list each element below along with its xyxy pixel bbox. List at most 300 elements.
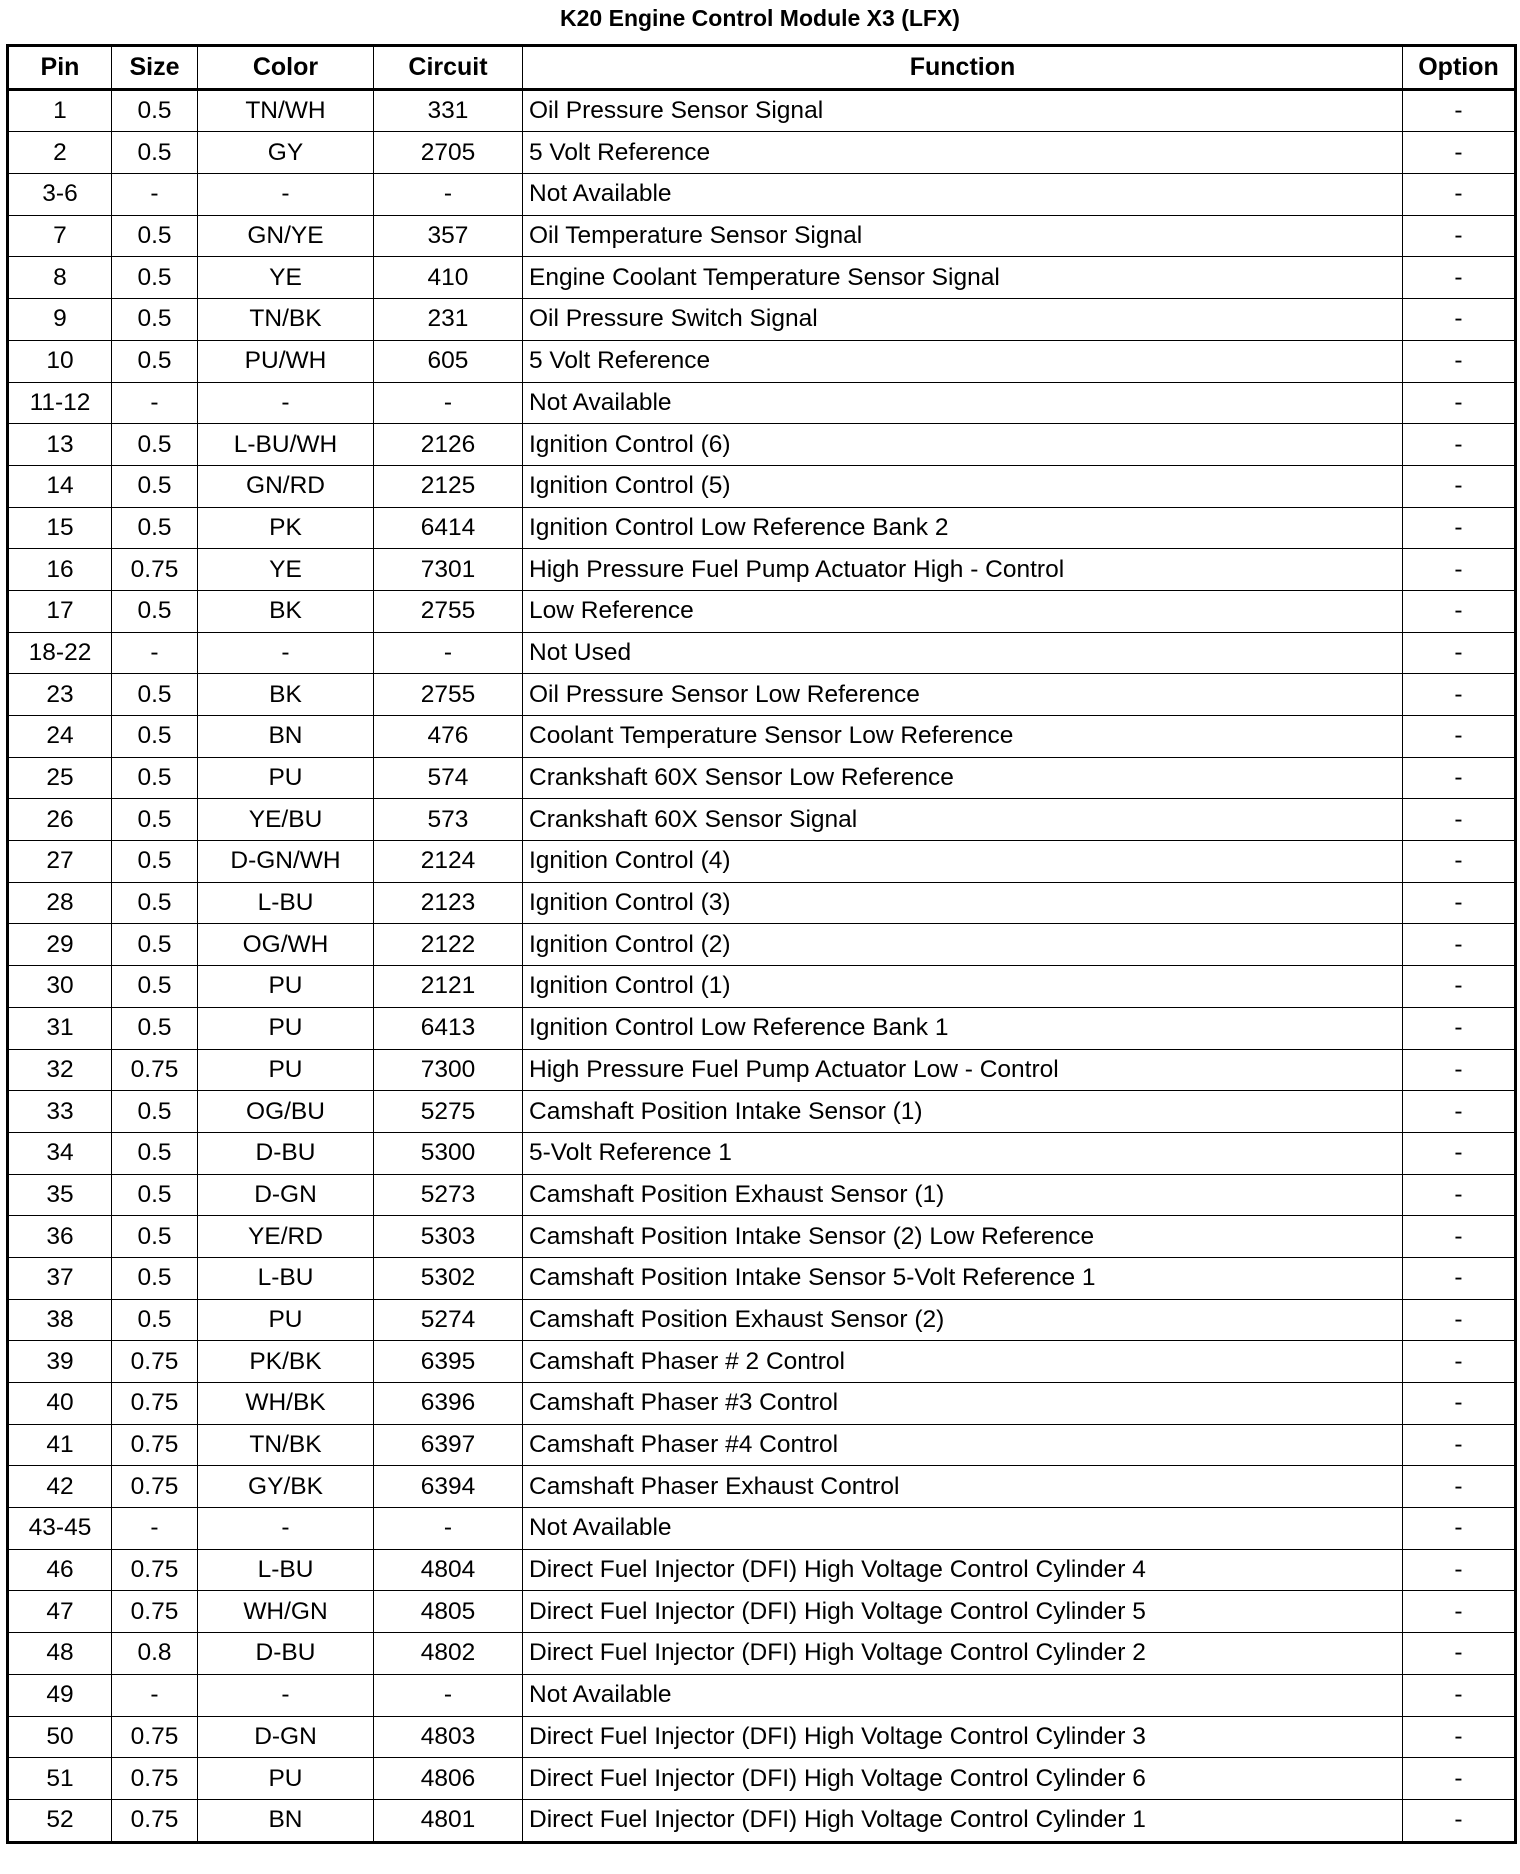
size-cell: 0.5 xyxy=(112,1091,198,1133)
circuit-cell: 5300 xyxy=(374,1132,523,1174)
pin-cell: 7 xyxy=(8,215,112,257)
option-cell: - xyxy=(1403,924,1516,966)
size-cell: 0.5 xyxy=(112,799,198,841)
circuit-cell: 6397 xyxy=(374,1424,523,1466)
option-cell: - xyxy=(1403,757,1516,799)
option-cell: - xyxy=(1403,841,1516,883)
function-cell: Direct Fuel Injector (DFI) High Voltage Control Cylinder 3 xyxy=(523,1716,1403,1758)
table-row xyxy=(8,716,1516,758)
option-cell: - xyxy=(1403,966,1516,1008)
function-cell: Ignition Control (2) xyxy=(523,924,1403,966)
circuit-cell: 2755 xyxy=(374,674,523,716)
function-cell: Not Available xyxy=(523,382,1403,424)
color-cell: WH/BK xyxy=(198,1383,374,1425)
column-header-pin: Pin xyxy=(8,46,112,90)
option-cell: - xyxy=(1403,382,1516,424)
color-cell: PK xyxy=(198,507,374,549)
pin-cell: 51 xyxy=(8,1758,112,1800)
size-cell: 0.5 xyxy=(112,1174,198,1216)
circuit-cell: 6394 xyxy=(374,1466,523,1508)
function-cell: Ignition Control (3) xyxy=(523,882,1403,924)
pin-cell: 2 xyxy=(8,132,112,174)
color-cell: TN/BK xyxy=(198,1424,374,1466)
circuit-cell: - xyxy=(374,1674,523,1716)
function-cell: Oil Pressure Switch Signal xyxy=(523,299,1403,341)
circuit-cell: 2123 xyxy=(374,882,523,924)
pin-cell: 25 xyxy=(8,757,112,799)
size-cell: 0.5 xyxy=(112,1007,198,1049)
pin-cell: 49 xyxy=(8,1674,112,1716)
option-cell: - xyxy=(1403,1799,1516,1842)
table-row xyxy=(8,465,1516,507)
pin-cell: 26 xyxy=(8,799,112,841)
pin-cell: 24 xyxy=(8,716,112,758)
size-cell: 0.5 xyxy=(112,257,198,299)
option-cell: - xyxy=(1403,1591,1516,1633)
pin-cell: 3-6 xyxy=(8,174,112,216)
option-cell: - xyxy=(1403,89,1516,132)
color-cell: GN/RD xyxy=(198,465,374,507)
table-row xyxy=(8,1549,1516,1591)
size-cell: 0.75 xyxy=(112,1424,198,1466)
circuit-cell: 410 xyxy=(374,257,523,299)
option-cell: - xyxy=(1403,1091,1516,1133)
pin-cell: 17 xyxy=(8,590,112,632)
function-cell: Oil Pressure Sensor Low Reference xyxy=(523,674,1403,716)
size-cell: 0.75 xyxy=(112,1383,198,1425)
column-header-color: Color xyxy=(198,46,374,90)
size-cell: 0.5 xyxy=(112,966,198,1008)
table-row xyxy=(8,1799,1516,1842)
color-cell: PU xyxy=(198,1299,374,1341)
size-cell: 0.75 xyxy=(112,1716,198,1758)
pin-cell: 43-45 xyxy=(8,1508,112,1550)
option-cell: - xyxy=(1403,1174,1516,1216)
function-cell: High Pressure Fuel Pump Actuator High - Control xyxy=(523,549,1403,591)
option-cell: - xyxy=(1403,1132,1516,1174)
function-cell: Ignition Control Low Reference Bank 1 xyxy=(523,1007,1403,1049)
size-cell: - xyxy=(112,174,198,216)
size-cell: 0.75 xyxy=(112,1758,198,1800)
function-cell: Camshaft Phaser #4 Control xyxy=(523,1424,1403,1466)
table-row xyxy=(8,1424,1516,1466)
table-row xyxy=(8,1716,1516,1758)
circuit-cell: 574 xyxy=(374,757,523,799)
option-cell: - xyxy=(1403,1716,1516,1758)
color-cell: GY/BK xyxy=(198,1466,374,1508)
circuit-cell: - xyxy=(374,382,523,424)
option-cell: - xyxy=(1403,507,1516,549)
function-cell: Ignition Control Low Reference Bank 2 xyxy=(523,507,1403,549)
table-row xyxy=(8,966,1516,1008)
size-cell: 0.5 xyxy=(112,1132,198,1174)
circuit-cell: 2125 xyxy=(374,465,523,507)
option-cell: - xyxy=(1403,1216,1516,1258)
function-cell: Direct Fuel Injector (DFI) High Voltage Control Cylinder 5 xyxy=(523,1591,1403,1633)
function-cell: Coolant Temperature Sensor Low Reference xyxy=(523,716,1403,758)
pin-cell: 39 xyxy=(8,1341,112,1383)
function-cell: Direct Fuel Injector (DFI) High Voltage Control Cylinder 2 xyxy=(523,1633,1403,1675)
size-cell: 0.5 xyxy=(112,716,198,758)
circuit-cell: 5275 xyxy=(374,1091,523,1133)
table-row xyxy=(8,257,1516,299)
table-row xyxy=(8,1466,1516,1508)
pinout-table-body xyxy=(8,89,1516,1842)
color-cell: PU xyxy=(198,757,374,799)
size-cell: 0.5 xyxy=(112,1216,198,1258)
function-cell: Camshaft Position Exhaust Sensor (2) xyxy=(523,1299,1403,1341)
circuit-cell: 476 xyxy=(374,716,523,758)
color-cell: PU xyxy=(198,1007,374,1049)
pin-cell: 15 xyxy=(8,507,112,549)
function-cell: Not Available xyxy=(523,1508,1403,1550)
table-row xyxy=(8,882,1516,924)
circuit-cell: 6413 xyxy=(374,1007,523,1049)
size-cell: 0.75 xyxy=(112,1549,198,1591)
pin-cell: 32 xyxy=(8,1049,112,1091)
color-cell: - xyxy=(198,174,374,216)
option-cell: - xyxy=(1403,465,1516,507)
table-row xyxy=(8,1299,1516,1341)
column-header-size: Size xyxy=(112,46,198,90)
color-cell: D-GN xyxy=(198,1716,374,1758)
option-cell: - xyxy=(1403,1257,1516,1299)
size-cell: 0.5 xyxy=(112,757,198,799)
pin-cell: 9 xyxy=(8,299,112,341)
pin-cell: 8 xyxy=(8,257,112,299)
circuit-cell: 5303 xyxy=(374,1216,523,1258)
table-row xyxy=(8,1174,1516,1216)
function-cell: Not Available xyxy=(523,1674,1403,1716)
color-cell: WH/GN xyxy=(198,1591,374,1633)
pin-cell: 33 xyxy=(8,1091,112,1133)
size-cell: 0.5 xyxy=(112,507,198,549)
function-cell: 5-Volt Reference 1 xyxy=(523,1132,1403,1174)
table-row xyxy=(8,1091,1516,1133)
table-row xyxy=(8,924,1516,966)
color-cell: D-GN xyxy=(198,1174,374,1216)
size-cell: 0.5 xyxy=(112,841,198,883)
color-cell: D-GN/WH xyxy=(198,841,374,883)
circuit-cell: 2122 xyxy=(374,924,523,966)
table-row xyxy=(8,424,1516,466)
pin-cell: 31 xyxy=(8,1007,112,1049)
size-cell: 0.5 xyxy=(112,674,198,716)
table-row xyxy=(8,215,1516,257)
pin-cell: 11-12 xyxy=(8,382,112,424)
function-cell: Oil Temperature Sensor Signal xyxy=(523,215,1403,257)
table-row xyxy=(8,1257,1516,1299)
pin-cell: 23 xyxy=(8,674,112,716)
size-cell: - xyxy=(112,1508,198,1550)
table-row xyxy=(8,1508,1516,1550)
color-cell: OG/WH xyxy=(198,924,374,966)
table-row xyxy=(8,340,1516,382)
circuit-cell: 4804 xyxy=(374,1549,523,1591)
table-row xyxy=(8,549,1516,591)
option-cell: - xyxy=(1403,1674,1516,1716)
size-cell: 0.75 xyxy=(112,1341,198,1383)
function-cell: Camshaft Position Intake Sensor 5-Volt Reference 1 xyxy=(523,1257,1403,1299)
function-cell: Camshaft Phaser #3 Control xyxy=(523,1383,1403,1425)
function-cell: Camshaft Position Intake Sensor (1) xyxy=(523,1091,1403,1133)
table-row xyxy=(8,507,1516,549)
color-cell: BK xyxy=(198,590,374,632)
pin-cell: 29 xyxy=(8,924,112,966)
function-cell: 5 Volt Reference xyxy=(523,340,1403,382)
function-cell: Direct Fuel Injector (DFI) High Voltage Control Cylinder 6 xyxy=(523,1758,1403,1800)
color-cell: - xyxy=(198,1674,374,1716)
pin-cell: 40 xyxy=(8,1383,112,1425)
pinout-table xyxy=(6,44,1517,1844)
table-row xyxy=(8,1674,1516,1716)
circuit-cell: 4802 xyxy=(374,1633,523,1675)
option-cell: - xyxy=(1403,1508,1516,1550)
option-cell: - xyxy=(1403,174,1516,216)
function-cell: High Pressure Fuel Pump Actuator Low - Control xyxy=(523,1049,1403,1091)
color-cell: YE/BU xyxy=(198,799,374,841)
circuit-cell: 573 xyxy=(374,799,523,841)
function-cell: Camshaft Phaser # 2 Control xyxy=(523,1341,1403,1383)
size-cell: 0.5 xyxy=(112,590,198,632)
color-cell: L-BU/WH xyxy=(198,424,374,466)
option-cell: - xyxy=(1403,1049,1516,1091)
size-cell: - xyxy=(112,1674,198,1716)
size-cell: 0.5 xyxy=(112,132,198,174)
circuit-cell: 2755 xyxy=(374,590,523,632)
function-cell: Direct Fuel Injector (DFI) High Voltage Control Cylinder 4 xyxy=(523,1549,1403,1591)
circuit-cell: 2705 xyxy=(374,132,523,174)
pin-cell: 35 xyxy=(8,1174,112,1216)
pin-cell: 30 xyxy=(8,966,112,1008)
pin-cell: 38 xyxy=(8,1299,112,1341)
color-cell: L-BU xyxy=(198,882,374,924)
circuit-cell: 605 xyxy=(374,340,523,382)
size-cell: 0.5 xyxy=(112,882,198,924)
color-cell: - xyxy=(198,632,374,674)
circuit-cell: - xyxy=(374,632,523,674)
option-cell: - xyxy=(1403,299,1516,341)
table-row xyxy=(8,799,1516,841)
circuit-cell: 4803 xyxy=(374,1716,523,1758)
table-row xyxy=(8,590,1516,632)
option-cell: - xyxy=(1403,424,1516,466)
size-cell: 0.5 xyxy=(112,89,198,132)
pin-cell: 10 xyxy=(8,340,112,382)
circuit-cell: 4801 xyxy=(374,1799,523,1842)
circuit-cell: - xyxy=(374,174,523,216)
size-cell: 0.75 xyxy=(112,1799,198,1842)
pin-cell: 41 xyxy=(8,1424,112,1466)
circuit-cell: 5273 xyxy=(374,1174,523,1216)
option-cell: - xyxy=(1403,132,1516,174)
function-cell: Not Available xyxy=(523,174,1403,216)
option-cell: - xyxy=(1403,1299,1516,1341)
size-cell: 0.8 xyxy=(112,1633,198,1675)
color-cell: PK/BK xyxy=(198,1341,374,1383)
color-cell: - xyxy=(198,382,374,424)
circuit-cell: 231 xyxy=(374,299,523,341)
color-cell: BN xyxy=(198,1799,374,1842)
function-cell: Ignition Control (4) xyxy=(523,841,1403,883)
color-cell: - xyxy=(198,1508,374,1550)
circuit-cell: 4805 xyxy=(374,1591,523,1633)
circuit-cell: 4806 xyxy=(374,1758,523,1800)
circuit-cell: 6396 xyxy=(374,1383,523,1425)
color-cell: BK xyxy=(198,674,374,716)
table-row xyxy=(8,1341,1516,1383)
pin-cell: 37 xyxy=(8,1257,112,1299)
color-cell: BN xyxy=(198,716,374,758)
size-cell: 0.75 xyxy=(112,1591,198,1633)
function-cell: Engine Coolant Temperature Sensor Signal xyxy=(523,257,1403,299)
function-cell: Not Used xyxy=(523,632,1403,674)
pin-cell: 16 xyxy=(8,549,112,591)
function-cell: Ignition Control (1) xyxy=(523,966,1403,1008)
pin-cell: 46 xyxy=(8,1549,112,1591)
color-cell: OG/BU xyxy=(198,1091,374,1133)
pin-cell: 36 xyxy=(8,1216,112,1258)
table-row xyxy=(8,1216,1516,1258)
pin-cell: 18-22 xyxy=(8,632,112,674)
pin-cell: 34 xyxy=(8,1132,112,1174)
pin-cell: 28 xyxy=(8,882,112,924)
table-row xyxy=(8,1633,1516,1675)
function-cell: Crankshaft 60X Sensor Signal xyxy=(523,799,1403,841)
circuit-cell: 6414 xyxy=(374,507,523,549)
color-cell: TN/WH xyxy=(198,89,374,132)
color-cell: YE xyxy=(198,257,374,299)
page-title: K20 Engine Control Module X3 (LFX) xyxy=(560,5,960,31)
pin-cell: 48 xyxy=(8,1633,112,1675)
function-cell: Camshaft Phaser Exhaust Control xyxy=(523,1466,1403,1508)
table-row xyxy=(8,1007,1516,1049)
column-header-option: Option xyxy=(1403,46,1516,90)
pin-cell: 27 xyxy=(8,841,112,883)
size-cell: 0.75 xyxy=(112,549,198,591)
function-cell: Camshaft Position Exhaust Sensor (1) xyxy=(523,1174,1403,1216)
table-row xyxy=(8,841,1516,883)
size-cell: 0.5 xyxy=(112,299,198,341)
pin-cell: 1 xyxy=(8,89,112,132)
pin-cell: 47 xyxy=(8,1591,112,1633)
option-cell: - xyxy=(1403,1424,1516,1466)
function-cell: Crankshaft 60X Sensor Low Reference xyxy=(523,757,1403,799)
function-cell: Camshaft Position Intake Sensor (2) Low Reference xyxy=(523,1216,1403,1258)
color-cell: D-BU xyxy=(198,1132,374,1174)
function-cell: Low Reference xyxy=(523,590,1403,632)
pin-cell: 52 xyxy=(8,1799,112,1842)
table-header-row xyxy=(8,46,1516,90)
color-cell: L-BU xyxy=(198,1549,374,1591)
size-cell: 0.5 xyxy=(112,924,198,966)
circuit-cell: 7301 xyxy=(374,549,523,591)
option-cell: - xyxy=(1403,1633,1516,1675)
option-cell: - xyxy=(1403,215,1516,257)
function-cell: Ignition Control (6) xyxy=(523,424,1403,466)
circuit-cell: 7300 xyxy=(374,1049,523,1091)
table-row xyxy=(8,1591,1516,1633)
option-cell: - xyxy=(1403,1758,1516,1800)
option-cell: - xyxy=(1403,1466,1516,1508)
table-row xyxy=(8,632,1516,674)
color-cell: YE xyxy=(198,549,374,591)
color-cell: PU/WH xyxy=(198,340,374,382)
table-row xyxy=(8,1049,1516,1091)
table-row xyxy=(8,1132,1516,1174)
function-cell: Direct Fuel Injector (DFI) High Voltage Control Cylinder 1 xyxy=(523,1799,1403,1842)
pin-cell: 14 xyxy=(8,465,112,507)
table-row xyxy=(8,1758,1516,1800)
size-cell: 0.75 xyxy=(112,1466,198,1508)
color-cell: PU xyxy=(198,1049,374,1091)
table-row xyxy=(8,382,1516,424)
circuit-cell: 331 xyxy=(374,89,523,132)
table-row xyxy=(8,89,1516,132)
option-cell: - xyxy=(1403,882,1516,924)
option-cell: - xyxy=(1403,799,1516,841)
column-header-circuit: Circuit xyxy=(374,46,523,90)
circuit-cell: 2126 xyxy=(374,424,523,466)
circuit-cell: 5302 xyxy=(374,1257,523,1299)
pin-cell: 13 xyxy=(8,424,112,466)
option-cell: - xyxy=(1403,590,1516,632)
option-cell: - xyxy=(1403,632,1516,674)
option-cell: - xyxy=(1403,340,1516,382)
color-cell: TN/BK xyxy=(198,299,374,341)
table-row xyxy=(8,299,1516,341)
pin-cell: 42 xyxy=(8,1466,112,1508)
color-cell: PU xyxy=(198,966,374,1008)
circuit-cell: 5274 xyxy=(374,1299,523,1341)
color-cell: GN/YE xyxy=(198,215,374,257)
size-cell: - xyxy=(112,632,198,674)
table-row xyxy=(8,1383,1516,1425)
option-cell: - xyxy=(1403,257,1516,299)
option-cell: - xyxy=(1403,674,1516,716)
table-row xyxy=(8,674,1516,716)
circuit-cell: 2121 xyxy=(374,966,523,1008)
size-cell: 0.5 xyxy=(112,424,198,466)
size-cell: 0.5 xyxy=(112,465,198,507)
option-cell: - xyxy=(1403,716,1516,758)
color-cell: PU xyxy=(198,1758,374,1800)
table-row xyxy=(8,174,1516,216)
circuit-cell: 6395 xyxy=(374,1341,523,1383)
size-cell: 0.5 xyxy=(112,215,198,257)
size-cell: 0.75 xyxy=(112,1049,198,1091)
color-cell: GY xyxy=(198,132,374,174)
function-cell: Ignition Control (5) xyxy=(523,465,1403,507)
size-cell: 0.5 xyxy=(112,1299,198,1341)
table-row xyxy=(8,132,1516,174)
column-header-function: Function xyxy=(523,46,1403,90)
option-cell: - xyxy=(1403,1341,1516,1383)
size-cell: - xyxy=(112,382,198,424)
option-cell: - xyxy=(1403,1383,1516,1425)
size-cell: 0.5 xyxy=(112,1257,198,1299)
pin-cell: 50 xyxy=(8,1716,112,1758)
circuit-cell: 2124 xyxy=(374,841,523,883)
function-cell: Oil Pressure Sensor Signal xyxy=(523,89,1403,132)
color-cell: D-BU xyxy=(198,1633,374,1675)
option-cell: - xyxy=(1403,549,1516,591)
function-cell: 5 Volt Reference xyxy=(523,132,1403,174)
color-cell: L-BU xyxy=(198,1257,374,1299)
option-cell: - xyxy=(1403,1549,1516,1591)
option-cell: - xyxy=(1403,1007,1516,1049)
size-cell: 0.5 xyxy=(112,340,198,382)
